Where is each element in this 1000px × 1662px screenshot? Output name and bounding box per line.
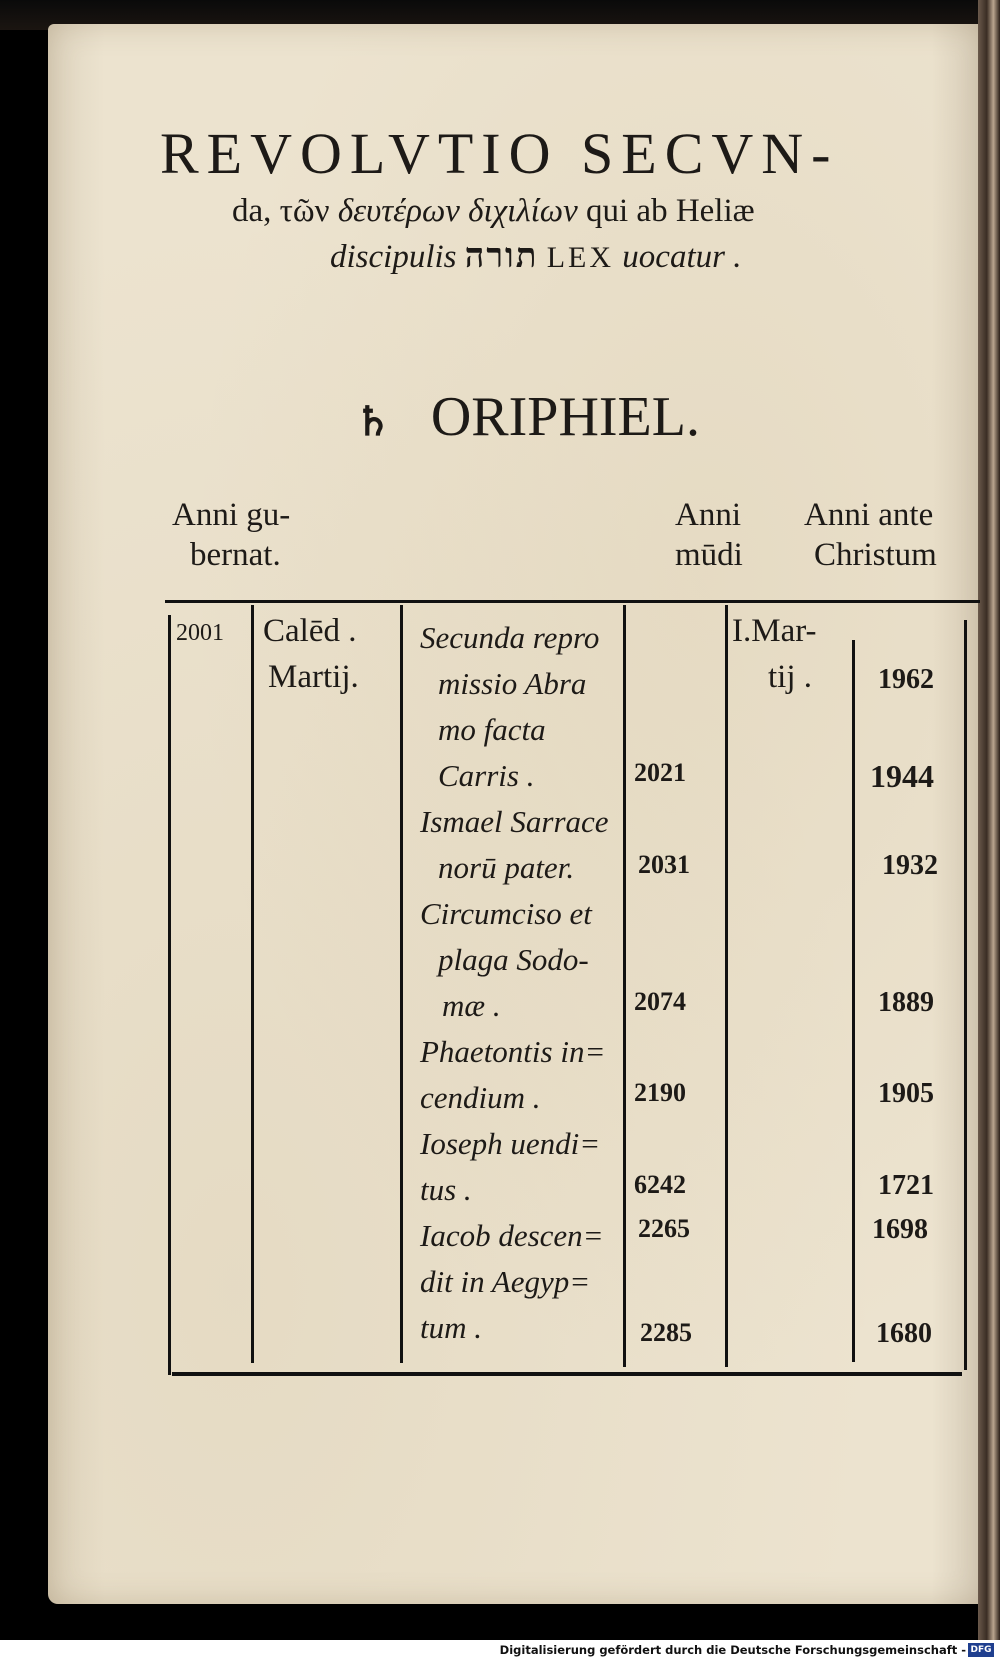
anni-ante-christum-value: 1905	[878, 1078, 934, 1109]
title-greek-text: δευτέρων διχιλίων	[337, 193, 578, 229]
column-header-line: bernat.	[190, 537, 281, 573]
event-line: Ismael Sarrace	[420, 804, 609, 839]
page-title: REVOLVTIO SECVN-	[160, 121, 839, 186]
month-line-2: Martij.	[268, 659, 359, 695]
event-line: missio Abra	[438, 666, 587, 701]
anni-mundi-value: 2074	[634, 987, 686, 1016]
event-line: Secunda repro	[420, 620, 600, 655]
column-header-line: Anni ante	[804, 497, 934, 533]
event-line: mæ .	[442, 988, 501, 1023]
event-line: norū pater.	[438, 850, 575, 885]
anni-ante-christum-value: 1944	[870, 758, 934, 794]
gubernat-year: 2001	[176, 620, 224, 646]
anni-ante-christum-value: 1889	[878, 987, 934, 1018]
footer-credit-text: Digitalisierung gefördert durch die Deutsche Forschungsgemeinschaft -	[499, 1643, 966, 1657]
section-heading	[355, 385, 700, 449]
event-line: Phaetontis in=	[420, 1034, 606, 1069]
column-header-anni-gubernat	[172, 495, 290, 575]
table-vertical-rule	[168, 615, 171, 1375]
event-date-line-2: tij .	[768, 659, 813, 695]
table-vertical-rule	[725, 605, 728, 1367]
title-line-3-start: discipulis	[330, 239, 457, 275]
anni-ante-christum-value: 1698	[872, 1214, 928, 1245]
event-line: cendium .	[420, 1080, 541, 1115]
month-line-1: Calēd .	[263, 613, 357, 649]
table-vertical-rule	[852, 640, 855, 1362]
anni-ante-christum-value: 1932	[882, 850, 938, 881]
anni-mundi-value: 2031	[638, 850, 690, 879]
book-edge-right	[978, 0, 1000, 1640]
anni-mundi-value: 2285	[640, 1318, 692, 1347]
anni-ante-christum-value: 1721	[878, 1170, 934, 1201]
column-header-line: Anni	[675, 497, 741, 533]
title-line-2-start: da, τῶν	[232, 193, 330, 229]
title-line-2	[232, 193, 755, 230]
table-bottom-rule	[172, 1372, 962, 1376]
title-hebrew-text: תורה	[464, 238, 539, 275]
event-line: dit in Aegyp=	[420, 1264, 591, 1299]
column-header-anni-ante-christum	[804, 495, 937, 575]
dfg-logo: DFG	[968, 1643, 994, 1657]
anni-mundi-value: 6242	[634, 1170, 686, 1199]
event-line: Ioseph uendi=	[420, 1126, 601, 1161]
anni-ante-christum-value: 1680	[876, 1318, 932, 1349]
anni-ante-christum-value: 1962	[878, 664, 934, 695]
column-header-line: Anni gu-	[172, 497, 291, 533]
event-line: Carris .	[438, 758, 535, 793]
section-name: ORIPHIEL.	[430, 386, 700, 448]
column-header-line: Christum	[814, 537, 937, 573]
event-line: plaga Sodo-	[438, 942, 589, 977]
event-line: Iacob descen=	[420, 1218, 604, 1253]
saturn-symbol-icon: ♄	[355, 399, 391, 444]
table-vertical-rule	[964, 620, 967, 1370]
title-line-3	[330, 238, 741, 276]
table-vertical-rule	[400, 605, 403, 1363]
title-lex: LEX	[546, 241, 615, 274]
event-line: tus .	[420, 1172, 472, 1207]
anni-mundi-value: 2021	[634, 758, 686, 787]
title-line-2-end: qui ab Heliæ	[586, 193, 755, 229]
events-list	[420, 615, 620, 1351]
anni-mundi-value: 2190	[634, 1078, 686, 1107]
event-line: Circumciso et	[420, 896, 592, 931]
event-line: mo facta	[438, 712, 546, 747]
footer-bar	[0, 1640, 1000, 1662]
event-line: tum .	[420, 1310, 482, 1345]
event-date-line-1: I.Mar-	[732, 613, 817, 649]
column-header-line: mūdi	[675, 537, 743, 573]
table-vertical-rule	[623, 605, 626, 1367]
anni-mundi-value: 2265	[638, 1214, 690, 1243]
table-vertical-rule	[251, 605, 254, 1363]
title-line-3-end: uocatur .	[622, 239, 742, 275]
column-header-anni-mundi	[675, 495, 743, 575]
table-top-rule	[165, 600, 980, 603]
